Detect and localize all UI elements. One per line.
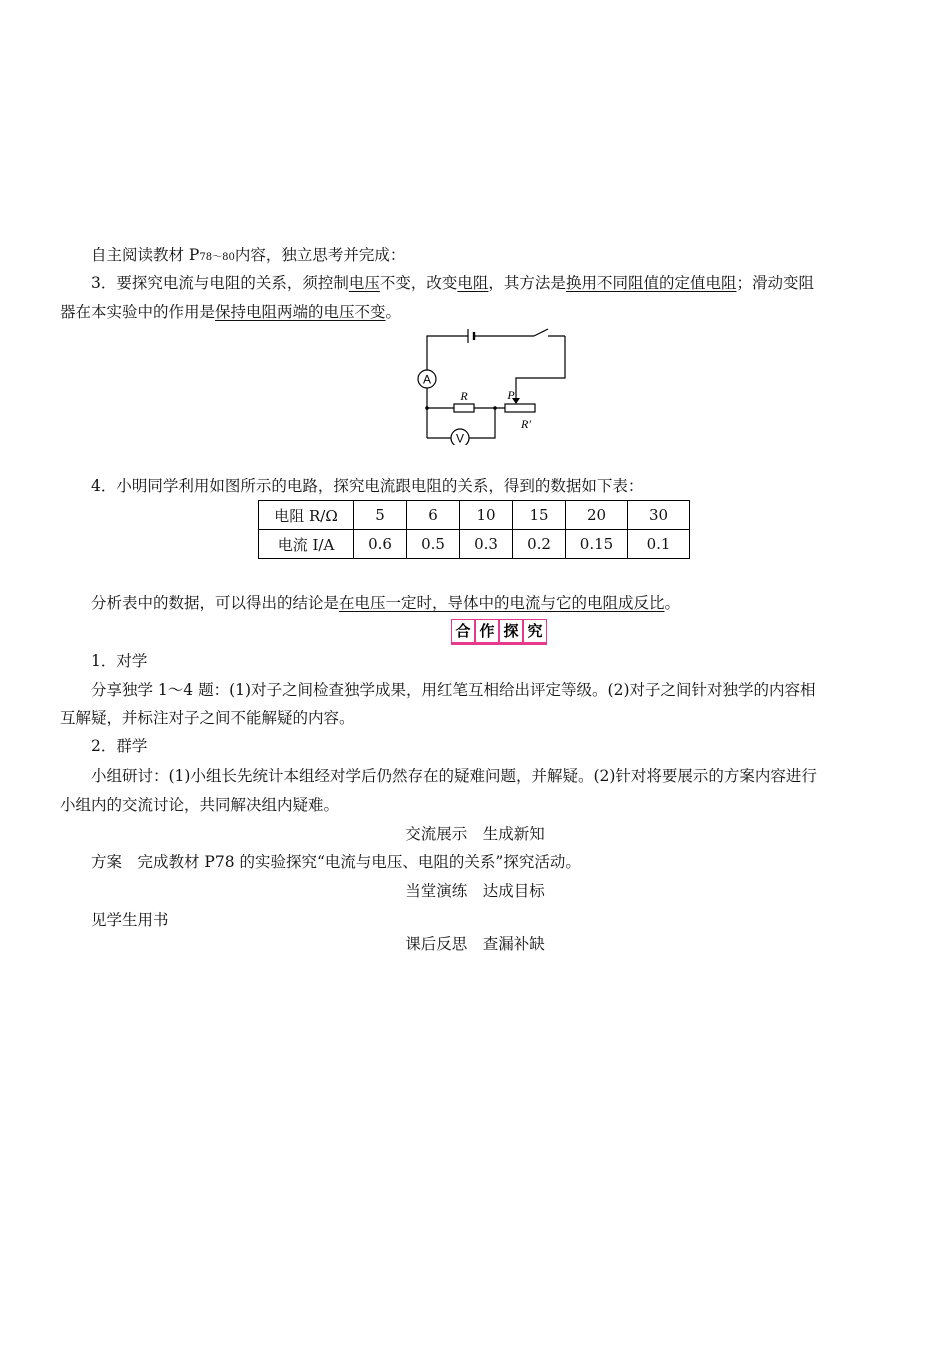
rheostat-body	[505, 404, 535, 412]
q3-text-1: 3．要探究电流与电阻的关系，须控制	[91, 274, 349, 292]
plan-line: 方案 完成教材 P78 的实验探究“电流与电压、电阻的关系”探究活动。	[91, 853, 581, 871]
question-3-line-1	[91, 272, 814, 294]
q3-answer-resistance: 电阻	[457, 274, 489, 292]
table-cell: 30	[628, 501, 690, 530]
q3-answer-rheostat-role: 保持电阻两端的电压不变	[215, 303, 386, 321]
wire-left-top	[427, 336, 468, 370]
data-table	[258, 500, 690, 559]
table-cell: 0.3	[460, 530, 513, 559]
see-student-book: 见学生用书	[91, 911, 169, 929]
heading-reflect: 课后反思 查漏补缺	[405, 935, 545, 953]
section-2-line-1: 小组研讨：(1)小组长先统计本组经对学后仍然存在的疑难问题，并解疑。(2)针对将要展示的方案内容进行	[91, 767, 817, 785]
table-cell: 0.1	[628, 530, 690, 559]
section-1-line-1: 分享独学 1～4 题：(1)对子之间检查独学成果，用红笔互相给出评定等级。(2)对子之间针对独学的内容相	[91, 681, 816, 699]
analysis-prefix: 分析表中的数据，可以得出的结论是	[91, 594, 340, 612]
question-3-line-2	[60, 301, 401, 323]
q3-answer-voltage: 电压	[348, 274, 380, 292]
analysis-suffix: 。	[664, 594, 681, 612]
section-2-line-2: 小组内的交流讨论，共同解决组内疑难。	[60, 796, 340, 814]
section-1-title: 1．对学	[91, 652, 148, 670]
table-cell-label: 电阻 R/Ω	[259, 501, 354, 530]
banner-char: 探	[500, 620, 522, 642]
intro-line	[91, 244, 405, 269]
table-cell: 0.5	[407, 530, 460, 559]
q3-text-3: ，其方法是	[488, 274, 566, 292]
table-row	[259, 530, 690, 559]
junction-left	[425, 406, 429, 410]
circuit-diagram	[400, 320, 580, 445]
analysis-line	[91, 592, 680, 614]
table-cell-label: 电流 I/A	[259, 530, 354, 559]
table-cell: 15	[513, 501, 566, 530]
ammeter-label: A	[422, 372, 432, 387]
junction-right	[493, 406, 497, 410]
heading-exchange: 交流展示 生成新知	[405, 825, 545, 843]
rheostat-label: R′	[521, 417, 531, 431]
resistor-r	[454, 404, 474, 412]
resistor-label: R	[460, 389, 468, 403]
intro-suffix: 内容，独立思考并完成：	[234, 246, 406, 264]
analysis-answer: 在电压一定时，导体中的电流与它的电阻成反比	[339, 594, 665, 612]
question-4-text: 4．小明同学利用如图所示的电路，探究电流跟电阻的关系，得到的数据如下表：	[91, 477, 644, 495]
q3-text-4: ；滑动变阻	[736, 274, 814, 292]
table-cell: 0.15	[566, 530, 628, 559]
table-cell: 10	[460, 501, 513, 530]
q3-text-2: 不变，改变	[379, 274, 458, 292]
intro-prefix: 自主阅读教材 P	[91, 246, 200, 264]
q3-line2-suffix: 。	[385, 303, 402, 321]
section-2-title: 2．群学	[91, 737, 148, 755]
section-1-line-2: 互解疑，并标注对子之间不能解疑的内容。	[60, 709, 355, 727]
table-cell: 20	[566, 501, 628, 530]
heading-practice: 当堂演练 达成目标	[405, 882, 545, 900]
table-cell: 5	[354, 501, 407, 530]
table-cell: 0.6	[354, 530, 407, 559]
wire-right	[516, 336, 565, 398]
table-row	[259, 501, 690, 530]
intro-pages: 78～80	[199, 252, 235, 263]
table-cell: 6	[407, 501, 460, 530]
voltmeter-label: V	[455, 431, 465, 445]
slider-label: P	[507, 388, 515, 402]
q3-line2-prefix: 器在本实验中的作用是	[60, 303, 216, 321]
cooperative-inquiry-banner	[451, 619, 547, 645]
banner-char: 究	[524, 620, 546, 642]
banner-char: 作	[476, 620, 498, 642]
switch-blade	[534, 329, 548, 336]
q3-answer-method: 换用不同阻值的定值电阻	[565, 274, 737, 292]
table-cell: 0.2	[513, 530, 566, 559]
banner-char: 合	[452, 620, 474, 642]
